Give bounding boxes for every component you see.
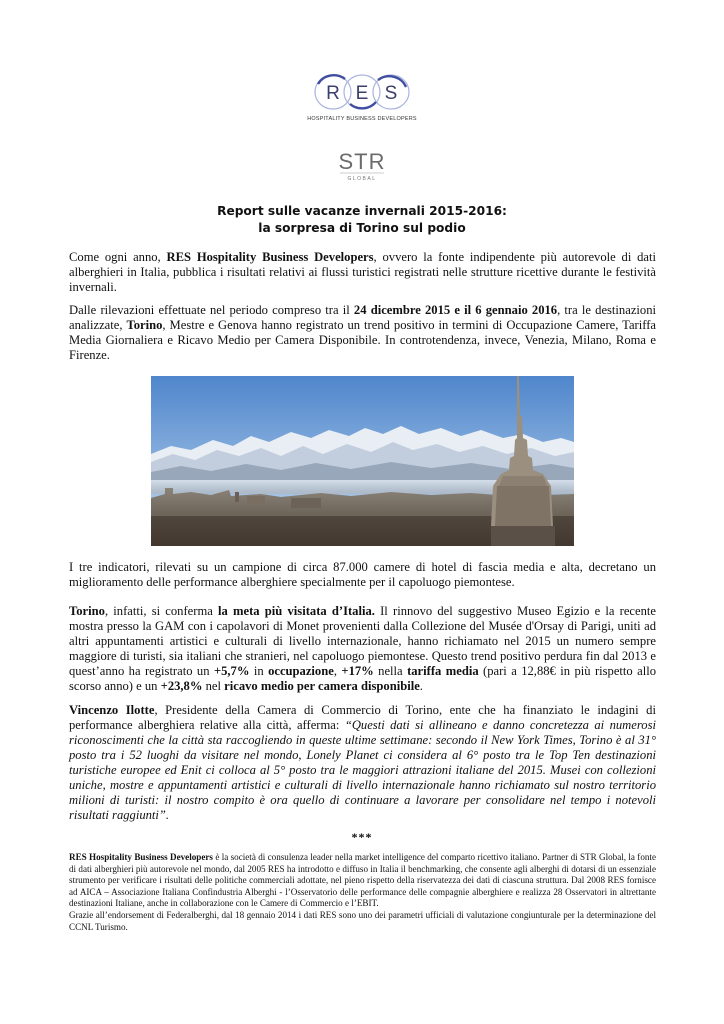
emphasis: Vincenzo Ilotte [69,703,155,717]
emphasis: +5,7% [213,664,250,678]
text: nel [202,679,225,693]
photo-illustration [151,376,574,546]
intro-paragraph [69,250,656,295]
text: Il rinnovo del suggestivo Museo Egizio e la recente mostra presso la GAM con i capolavori di Monet provenienti dalla Collezione del Musée d'Orsay di Parigi, uniti ad altri appuntamenti artistici e culturali di livello internazionale, hanno richiamato nel 2015 un numero sempre maggiore di turisti, sia italiani che stranieri, nel capoluogo piemontese. Questo trend positivo perdura fin dal 2013 e quest’anno ha registrato un [69,604,656,678]
res-tagline: HOSPITALITY BUSINESS DEVELOPERS [307,116,417,122]
text: Dalle rilevazioni effettuate nel periodo compreso tra il [69,303,354,317]
str-logo [330,145,394,191]
torino-paragraph [69,604,656,694]
emphasis: RES Hospitality Business Developers [166,250,374,264]
section-separator: *** [351,830,373,844]
text: , [333,664,342,678]
emphasis: +17% [341,664,374,678]
emphasis: RES Hospitality Business Developers [69,852,213,862]
emphasis: la meta più visitata d’Italia. [218,604,375,618]
res-letter-s: S [384,83,398,104]
press-release-title [0,203,724,237]
res-letter-e: E [355,83,369,104]
emphasis: +23,8% [160,679,203,693]
emphasis: Torino [126,318,163,332]
title-line-1: Report sulle vacanze invernali 2015-2016: [217,204,507,218]
company-boilerplate [69,852,656,933]
text: Come ogni anno, [69,250,167,264]
text: è la società di consulenza leader nella market intelligence del comparto ricettivo italiano. Partner di STR Global, la fonte di dati alberghieri più autorevole nel mondo, dal 2005 RES ha introdotto e diffuso in Italia il benchmarking, che consente agli alberghi di dotarsi di un essenziale strumento per verificare i risultati delle politiche commerciali adottate, nel pieno rispetto della riservatezza dei dati di ciascuna struttura. Dal 2008 RES fornisce ad AICA – Associazione Italiana Confindustria Alberghi - l’Osservatorio delle performance delle compagnie alberghiere e realizza 28 Osservatori in altrettante destinazioni Italiane, anche in collaborazione con le Camere di Commercio e l’EBIT. [69,852,656,909]
str-name: STR [338,149,386,174]
text: , ovvero la fonte indipendente più autorevole di dati alberghieri in Italia, pubblica i risultati relativi ai flussi turistici registrati nelle strutture ricettive durante le festività invernali. [69,250,657,294]
survey-paragraph [69,303,656,363]
text: , infatti, si conferma [104,604,219,618]
text: Grazie all’endorsement di Federalberghi, dal 18 gennaio 2014 i dati RES sono uno dei parametri ufficiali di valutazione congiunturale per la determinazione del CCNL Turismo. [69,909,656,932]
text: , tra le destinazioni analizzate, [69,303,657,332]
str-sub: GLOBAL [347,176,377,182]
turin-panorama-photo [151,376,574,546]
emphasis: occupazione [268,664,334,678]
indicators-paragraph [69,560,656,590]
emphasis: ricavo medio per camera disponibile [224,679,420,693]
emphasis: tariffa media [407,664,479,678]
res-letter-r: R [326,83,340,104]
text: . [419,679,423,693]
text: , Presidente della Camera di Commercio di Torino, ente che ha finanziato le indagini di performance alberghiera relative alla città, afferma: [69,703,656,732]
emphasis: Torino [69,604,105,618]
text: I tre indicatori, rilevati su un campione di circa 87.000 camere di hotel di fascia media e alta, decretano un miglioramento delle performance alberghiere specialmente per il capoluogo piemontese. [69,560,656,589]
quote-paragraph [69,703,656,823]
text: in [249,664,269,678]
text: nella [373,664,408,678]
text: , Mestre e Genova hanno registrato un trend positivo in termini di Occupazione Camere, Tariffa Media Giornaliera e Ricavo Medio per Camera Disponibile. In controtendenza, invece, Venezia, Milano, Roma e Firenze. [69,318,656,362]
emphasis: 24 dicembre 2015 e il 6 gennaio 2016 [353,303,558,317]
title-line-2: la sorpresa di Torino sul podio [258,221,466,235]
quote: “Questi dati si allineano e danno concretezza ai numerosi riconoscimenti che la città sta raccogliendo in queste ultime settimane: secondo il New York Times, Torino è al 31° posto tra i 52 luoghi da visitare nel mondo, Lonely Planet ci considera al 6° posto tra le Top Ten destinazioni turistiche europee ed Enit ci colloca al 5° posto tra le maggiori attrazioni italiane del 2015. Musei con collezioni uniche, mostre e appuntamenti artistici e culturali di livello internazionale hanno richiamato sul nostro territorio milioni di turisti: il nostro compito è ora quello di continuare a lavorare per consolidare nel tempo i notevoli risultati raggiunti”. [69,718,656,822]
text: (pari a 12,88€ in più rispetto allo scorso anno) e un [69,664,657,693]
